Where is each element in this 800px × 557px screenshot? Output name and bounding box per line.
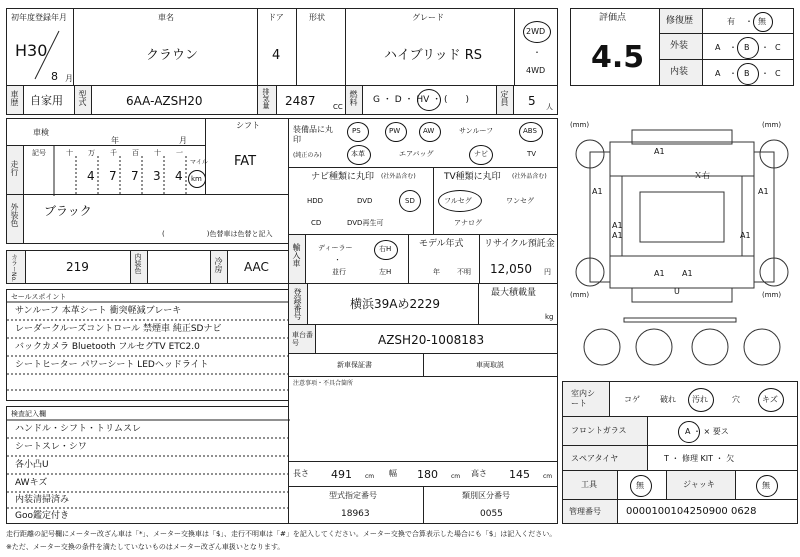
nav-hdd: HDD bbox=[307, 197, 324, 205]
mileage-unit-1: 万 bbox=[88, 149, 95, 157]
height-unit: cm bbox=[543, 473, 553, 480]
type-cert-value: 18963 bbox=[341, 509, 370, 519]
equipment-label: 装備品に丸印 bbox=[293, 125, 333, 145]
int-dot2: ・ bbox=[761, 69, 769, 78]
mileage-unit-0: 十 bbox=[66, 149, 73, 157]
sales-line: シートヒーター パワーシート LEDヘッドライト bbox=[15, 360, 209, 370]
ac-label: 冷房 bbox=[214, 257, 223, 273]
inspector-line: 内装清掃済み bbox=[15, 495, 70, 505]
interior-label: 内装 bbox=[670, 67, 689, 77]
score-value: 4.5 bbox=[591, 40, 645, 75]
color-value: ブラック bbox=[44, 204, 92, 218]
interior-color-value-cell bbox=[147, 250, 211, 284]
tv-cell bbox=[433, 167, 558, 235]
equip-abs: ABS bbox=[523, 127, 537, 135]
management-label: 管理番号 bbox=[569, 507, 601, 516]
color-no-label: カラーNo. bbox=[10, 254, 17, 282]
nav-dvd: DVD bbox=[357, 197, 373, 205]
width-value: 180 bbox=[417, 468, 438, 481]
chassis-label-cell bbox=[288, 324, 316, 354]
color-label-cell bbox=[6, 194, 24, 244]
class-value: 0055 bbox=[480, 509, 503, 519]
import-dealer: ディーラー bbox=[318, 244, 353, 252]
sales-line: レーダークルーズコントロール 禁煙車 純正SDナビ bbox=[15, 324, 222, 334]
grade-cell bbox=[345, 8, 515, 86]
tv-sub: (社外品含む) bbox=[512, 173, 547, 180]
equip-tv: TV bbox=[527, 150, 537, 158]
max-load-unit: kg bbox=[545, 313, 554, 321]
exterior-value-cell bbox=[702, 33, 794, 60]
import-left-h: 左H bbox=[379, 268, 392, 276]
spare-value-cell bbox=[647, 445, 798, 471]
registration-label: 登録番号 bbox=[293, 288, 302, 320]
tools-value-cell bbox=[617, 470, 667, 500]
type-cert-cell bbox=[288, 486, 424, 524]
equip-pw: PW bbox=[389, 127, 401, 135]
max-load-cell bbox=[478, 283, 558, 325]
model-label: 型式 bbox=[78, 90, 87, 106]
car-diagram-cell bbox=[562, 92, 798, 380]
int-b: B bbox=[744, 69, 750, 78]
repair-label-cell bbox=[659, 8, 703, 34]
management-value: 0000100104250900 0628 bbox=[626, 506, 757, 517]
model-year-cell bbox=[408, 234, 480, 284]
mileage-unit-3: 百 bbox=[132, 149, 139, 157]
repair-label: 修復歴 bbox=[666, 16, 694, 26]
ext-dot1: ・ bbox=[729, 43, 737, 52]
ext-a: A bbox=[715, 43, 721, 52]
management-value-cell bbox=[617, 499, 798, 524]
inspector-notes-label: 検査記入欄 bbox=[11, 410, 46, 418]
inspection-label: 車検 bbox=[33, 128, 49, 137]
registration-value-cell bbox=[307, 283, 479, 325]
damage-mark: A1 bbox=[654, 269, 665, 278]
model-year-year: 年 bbox=[433, 268, 440, 276]
displacement-label: 排気量 bbox=[262, 88, 270, 109]
jack-label-cell bbox=[666, 470, 736, 500]
damage-mark: A1 bbox=[592, 187, 603, 196]
door-value: 4 bbox=[272, 48, 281, 63]
capacity-value-cell bbox=[513, 85, 558, 115]
car-name-cell bbox=[73, 8, 258, 86]
warranty-cell bbox=[288, 353, 424, 377]
mileage-digit-1: 7 bbox=[109, 169, 117, 183]
drive-dot: ・ bbox=[533, 48, 541, 57]
chassis-value-cell bbox=[315, 324, 558, 354]
nav-dvd-play: DVD再生可 bbox=[347, 219, 384, 227]
recycle-value: 12,050 bbox=[490, 262, 532, 276]
recycle-cell bbox=[479, 234, 558, 284]
grade-label: グレード bbox=[412, 13, 444, 22]
first-reg-month: 8 bbox=[51, 70, 58, 83]
warranty-label: 新車保証書 bbox=[337, 361, 372, 369]
color-no-value-cell bbox=[25, 250, 131, 284]
repair-yes: 有 bbox=[727, 17, 735, 26]
mileage-unit-2: 千 bbox=[110, 149, 117, 157]
nav-cd: CD bbox=[311, 219, 322, 227]
capacity-label: 定員 bbox=[500, 90, 509, 106]
displacement-value-cell bbox=[276, 85, 346, 115]
mileage-unit-5: 一 bbox=[176, 149, 183, 157]
repair-value-cell bbox=[702, 8, 794, 34]
equip-leather: 本革 bbox=[351, 150, 365, 158]
drive-cell bbox=[514, 8, 558, 86]
width-unit: cm bbox=[451, 473, 461, 480]
registration-value: 横浜39Aめ2229 bbox=[350, 297, 441, 311]
manual-label: 車両取説 bbox=[476, 361, 504, 369]
sales-points-cell bbox=[6, 289, 289, 401]
management-label-cell bbox=[562, 499, 618, 524]
tools-value: 無 bbox=[636, 481, 644, 490]
tv-fullseg: フルセグ bbox=[444, 197, 472, 205]
jack-value-cell bbox=[735, 470, 798, 500]
inspector-line: Goo鑑定付き bbox=[15, 511, 69, 521]
color-no-value: 219 bbox=[66, 260, 89, 274]
length-value: 491 bbox=[331, 468, 352, 481]
mileage-unit-4: 十 bbox=[154, 149, 161, 157]
footer-line-2: ※ただ、メーター交換の条件を満たしていないものはメーター改ざん車扱いとなります。 bbox=[6, 543, 285, 551]
tools-label-cell bbox=[562, 470, 618, 500]
tv-analog: アナログ bbox=[454, 219, 482, 227]
nav-label: ナビ種類に丸印 bbox=[311, 172, 375, 182]
equip-airbag: エアバッグ bbox=[399, 150, 434, 158]
damage-mark: U bbox=[674, 287, 680, 296]
inspector-line: シートスレ・シワ bbox=[15, 442, 87, 452]
seat-scratch: キズ bbox=[762, 395, 778, 404]
max-load-label: 最大積載量 bbox=[491, 288, 537, 298]
equip-aw: AW bbox=[423, 127, 435, 135]
jack-label: ジャッキ bbox=[683, 480, 715, 489]
car-name-label: 車名 bbox=[158, 13, 174, 22]
import-value-cell bbox=[305, 234, 409, 284]
spare-options: T ・ 修理 KIT ・ 欠 bbox=[664, 454, 735, 463]
category-label: 車歴 bbox=[10, 90, 19, 106]
spare-label: スペアタイヤ bbox=[571, 454, 619, 463]
capacity-label-cell bbox=[496, 85, 514, 115]
type-cert-label: 型式指定番号 bbox=[329, 491, 377, 500]
ext-c: C bbox=[775, 43, 781, 52]
import-label-cell bbox=[288, 234, 306, 284]
category-label-cell bbox=[6, 85, 24, 115]
mm-label: (mm) bbox=[570, 121, 590, 129]
import-dot: ・ bbox=[334, 256, 341, 264]
width-label: 幅 bbox=[389, 469, 397, 478]
damage-mark: A1 bbox=[654, 147, 665, 156]
sales-line: バックカメラ Bluetooth フルセグTV ETC2.0 bbox=[15, 342, 200, 352]
first-reg-era-year: H30 bbox=[15, 41, 48, 60]
drive-2wd: 2WD bbox=[526, 27, 546, 36]
damage-mark: Ｘ右 bbox=[694, 171, 710, 180]
registration-label-cell bbox=[288, 283, 308, 325]
jack-value: 無 bbox=[762, 481, 770, 490]
shift-value: FAT bbox=[234, 154, 257, 169]
mileage-label-cell bbox=[6, 145, 24, 195]
model-label-cell bbox=[74, 85, 92, 115]
damage-mark: A1 bbox=[682, 269, 693, 278]
fuel-value-cell bbox=[362, 85, 497, 115]
notes-label: 注意事項・不具合箇所 bbox=[293, 380, 354, 387]
displacement-label-cell bbox=[257, 85, 277, 115]
interior-value-cell bbox=[702, 59, 794, 86]
glass-value-cell bbox=[647, 416, 798, 446]
category-value-cell bbox=[23, 85, 75, 115]
repair-none: 無 bbox=[758, 17, 766, 26]
import-label: 輸入車 bbox=[292, 243, 301, 267]
notes-cell bbox=[288, 376, 558, 462]
height-label: 高さ bbox=[471, 469, 487, 478]
fuel-label-cell bbox=[345, 85, 363, 115]
inspector-lines-grid bbox=[7, 407, 290, 525]
inspector-line: AWキズ bbox=[15, 478, 48, 488]
first-reg-month-unit: 月 bbox=[65, 74, 73, 83]
door-label: ドア bbox=[268, 13, 284, 22]
chassis-label: 車台番号 bbox=[292, 331, 313, 348]
damage-mark: A1 bbox=[740, 231, 751, 240]
displacement-unit: CC bbox=[333, 103, 343, 111]
nav-sub: (社外品含む) bbox=[381, 173, 416, 180]
sales-line: サンルーフ 本革シート 衝突軽減ブレーキ bbox=[15, 306, 182, 316]
equipment-cell bbox=[288, 118, 558, 168]
inspection-month-unit: 月 bbox=[179, 136, 187, 145]
glass-options: A ・ × 要ス bbox=[685, 427, 729, 436]
equip-navi: ナビ bbox=[474, 150, 488, 158]
ac-label-cell bbox=[210, 250, 228, 284]
category-value: 自家用 bbox=[30, 94, 63, 107]
model-value-cell bbox=[91, 85, 258, 115]
mileage-grid bbox=[24, 146, 207, 196]
color-value-cell bbox=[23, 194, 289, 244]
mm-label: (mm) bbox=[570, 291, 590, 299]
ext-b: B bbox=[744, 43, 750, 52]
class-label: 類別区分番号 bbox=[462, 491, 510, 500]
first-reg-cell bbox=[6, 8, 74, 86]
displacement-value: 2487 bbox=[285, 94, 316, 108]
mileage-digit-3: 3 bbox=[153, 169, 161, 183]
mileage-digit-4: 4 bbox=[175, 169, 183, 183]
inspector-line: ハンドル・シフト・トリムスレ bbox=[15, 424, 142, 434]
mm-label: (mm) bbox=[762, 291, 782, 299]
recycle-label: リサイクル預託金 bbox=[484, 239, 555, 249]
interior-seat-label: 室内シート bbox=[571, 389, 595, 409]
mileage-mark-label: 記号 bbox=[32, 149, 46, 157]
mm-label: (mm) bbox=[762, 121, 782, 129]
sales-points-label: セールスポイント bbox=[11, 293, 67, 301]
car-name-value: クラウン bbox=[146, 48, 199, 63]
ac-value-cell bbox=[227, 250, 289, 284]
mileage-unit-km: km bbox=[191, 175, 202, 183]
slash-line bbox=[7, 9, 75, 87]
fuel-options: G ・ D ・ HV ・ ( ) bbox=[373, 95, 470, 105]
mileage-digit-2: 7 bbox=[131, 169, 139, 183]
score-label: 評価点 bbox=[599, 13, 627, 23]
drive-4wd: 4WD bbox=[526, 66, 546, 75]
tools-label: 工具 bbox=[581, 480, 597, 489]
shift-cell bbox=[205, 118, 289, 195]
int-c: C bbox=[775, 69, 781, 78]
chassis-value: AZSH20-1008183 bbox=[378, 333, 485, 347]
inspector-notes-cell bbox=[6, 406, 289, 524]
interior-color-label-cell bbox=[130, 250, 148, 284]
tv-label: TV種類に丸印 bbox=[444, 172, 501, 182]
damage-mark: A1 bbox=[612, 221, 623, 230]
seat-dirt: 汚れ bbox=[692, 395, 708, 404]
capacity-value: 5 bbox=[528, 94, 536, 108]
seat-tear: 破れ bbox=[660, 395, 676, 404]
grade-value: ハイブリッド RS bbox=[384, 48, 482, 63]
recycle-unit: 円 bbox=[544, 268, 551, 276]
damage-mark: A1 bbox=[612, 231, 623, 240]
spare-label-cell bbox=[562, 445, 648, 471]
interior-color-label: 内装色 bbox=[134, 253, 142, 274]
interior-label-cell bbox=[659, 59, 703, 86]
shape-cell bbox=[296, 8, 346, 86]
glass-label: フロントガラス bbox=[571, 426, 627, 435]
first-reg-label: 初年度登録年月 bbox=[11, 13, 67, 22]
color-note: ( )色替車は色替と記入 bbox=[162, 230, 273, 238]
exterior-label: 外装 bbox=[670, 41, 689, 51]
seat-burn: コゲ bbox=[624, 395, 640, 404]
manual-cell bbox=[423, 353, 558, 377]
damage-mark: A1 bbox=[758, 187, 769, 196]
int-dot1: ・ bbox=[729, 69, 737, 78]
nav-cell bbox=[288, 167, 434, 235]
capacity-unit: 人 bbox=[546, 103, 553, 111]
fuel-label: 燃料 bbox=[349, 90, 358, 106]
equip-sunroof: サンルーフ bbox=[459, 127, 494, 135]
score-cell bbox=[570, 8, 660, 86]
color-label: 外装色 bbox=[10, 203, 19, 227]
footer-line-1: 走行距離の記号欄にメーター改ざん車は「*」、メーター交換車は「$」、走行不明車は「#」を記入してください。メーター交換で合算表示した場合にも「$」は記入ください。 bbox=[6, 530, 557, 538]
class-cell bbox=[423, 486, 558, 524]
length-unit: cm bbox=[365, 473, 375, 480]
mileage-cell bbox=[23, 145, 206, 195]
seat-hole: 穴 bbox=[732, 395, 740, 404]
exterior-label-cell bbox=[659, 33, 703, 60]
inspector-line: 各小凸U bbox=[15, 460, 49, 470]
repair-dot: ・ bbox=[745, 17, 753, 26]
dimensions-cell bbox=[288, 461, 558, 487]
int-a: A bbox=[715, 69, 721, 78]
glass-label-cell bbox=[562, 416, 648, 446]
equip-ps: PS bbox=[352, 127, 361, 135]
mile-label: マイル bbox=[190, 159, 208, 166]
color-no-label-cell bbox=[6, 250, 26, 284]
ext-dot2: ・ bbox=[761, 43, 769, 52]
inspection-cell bbox=[6, 118, 206, 146]
interior-seat-value-cell bbox=[609, 381, 798, 417]
tv-oneseg: ワンセグ bbox=[506, 197, 534, 205]
mileage-digit-0: 4 bbox=[87, 169, 95, 183]
sales-lines-grid bbox=[7, 290, 290, 402]
model-year-value: 不明 bbox=[457, 268, 471, 276]
import-parallel: 並行 bbox=[332, 268, 346, 276]
door-cell bbox=[257, 8, 297, 86]
shift-label: シフト bbox=[236, 121, 260, 130]
mileage-label: 走行 bbox=[10, 160, 19, 176]
length-label: 長さ bbox=[293, 469, 309, 478]
car-diagram-outline bbox=[562, 92, 798, 380]
shape-label: 形状 bbox=[309, 13, 325, 22]
model-year-label: モデル年式 bbox=[419, 239, 464, 249]
height-value: 145 bbox=[509, 468, 530, 481]
interior-seat-label-cell bbox=[562, 381, 610, 417]
nav-sd: SD bbox=[405, 197, 415, 205]
equipment-sub: (純正のみ) bbox=[293, 152, 322, 159]
import-right-h: 右H bbox=[379, 245, 392, 253]
fuel-hv-circle bbox=[417, 89, 441, 111]
model-value: 6AA-AZSH20 bbox=[126, 94, 203, 108]
ac-value: AAC bbox=[244, 260, 269, 274]
inspection-year-unit: 年 bbox=[111, 136, 119, 145]
